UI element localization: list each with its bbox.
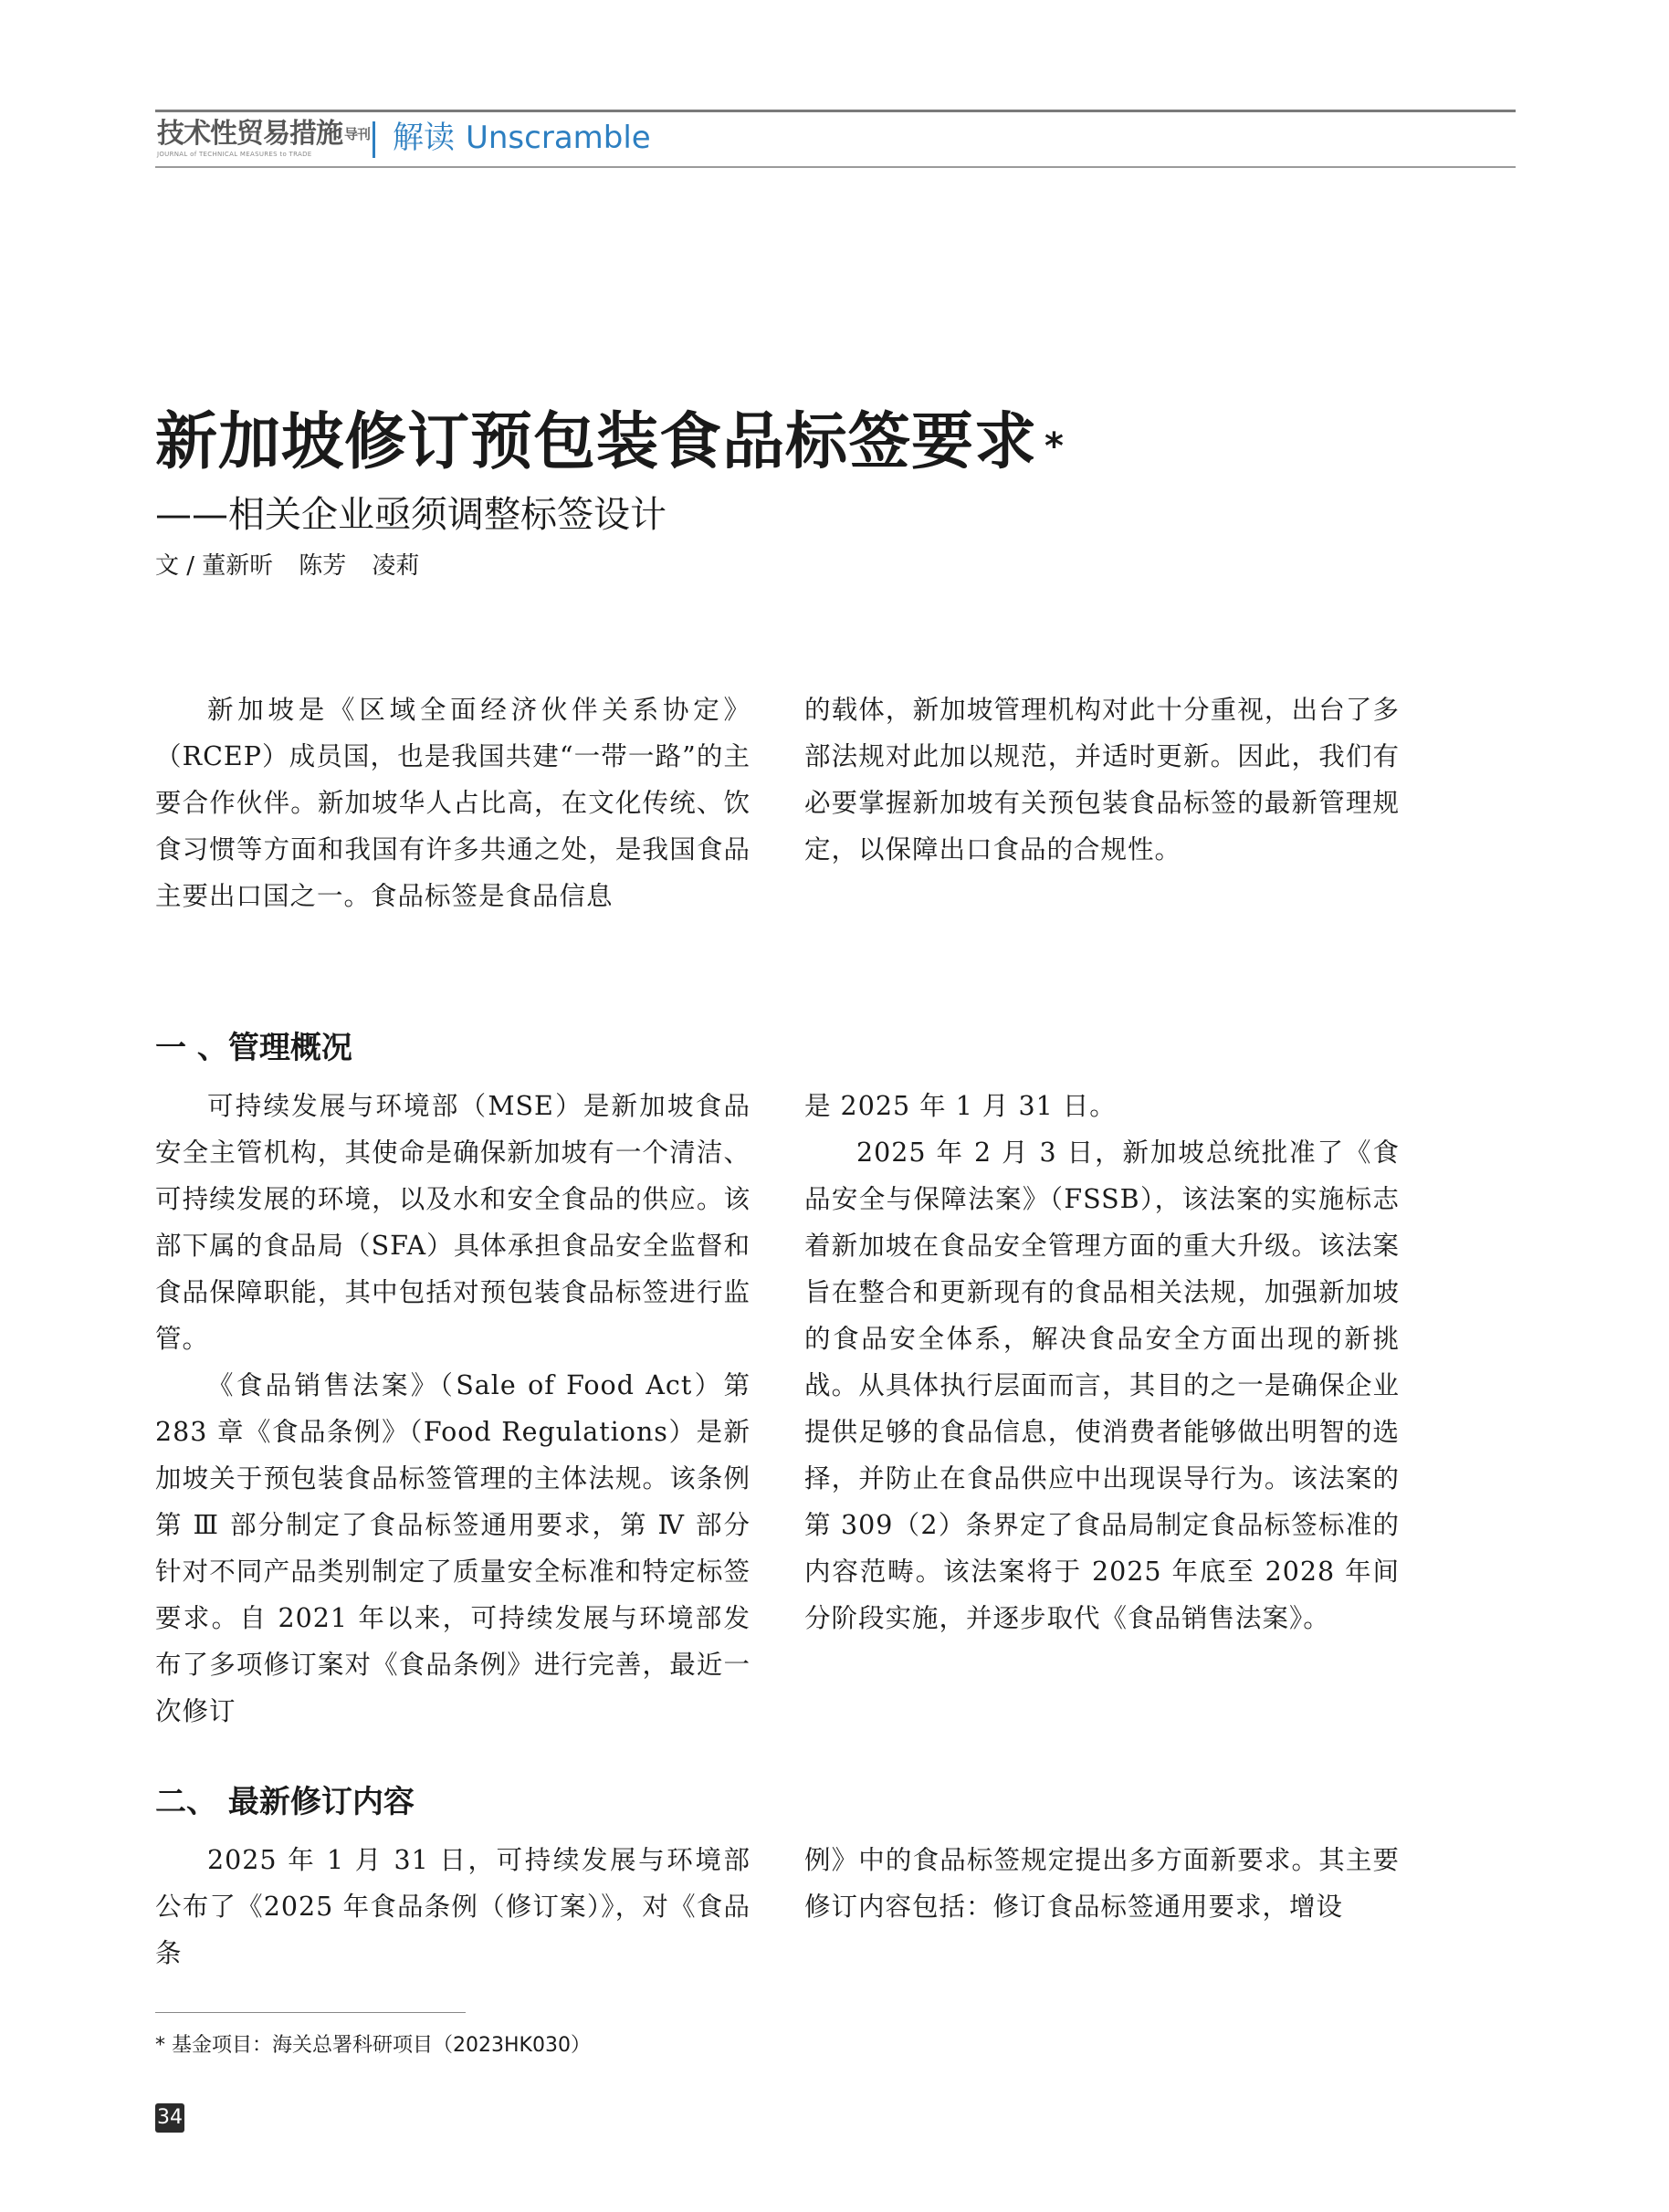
intro-left-column bbox=[155, 687, 751, 919]
section-1-paragraph: 2025 年 2 月 3 日，新加坡总统批准了《食品安全与保障法案》（FSSB），该法案的实施标志着新加坡在食品安全管理方面的重大升级。该法案旨在整合和更新现有的食品相关法规，加强新加坡的食品安全体系，解决食品安全方面出现的新挑战。从具体执行层面而言，其目的之一是确保企业提供足够的食品信息，使消费者能够做出明智的选择，并防止在食品供应中出现误导行为。该法案的第 309（2）条界定了食品局制定食品标签标准的内容范畴。该法案将于 2025 年底至 2028 年间分阶段实施，并逐步取代《食品销售法案》。 bbox=[804, 1137, 1400, 1633]
intro-paragraph-left: 新加坡是《区域全面经济伙伴关系协定》（RCEP）成员国，也是我国共建“一带一路”的主要合作伙伴。新加坡华人占比高，在文化传统、饮食习惯等方面和我国有许多共通之处，是我国食品主要出口国之一。食品标签是食品信息 bbox=[155, 695, 751, 911]
article-title bbox=[155, 402, 1065, 484]
article-subtitle: ——相关企业亟须调整标签设计 bbox=[155, 494, 667, 536]
section-2-heading: 二、 最新修订内容 bbox=[155, 1784, 415, 1820]
section-2-paragraph: 例》中的食品标签规定提出多方面新要求。其主要修订内容包括：修订食品标签通用要求，增设 bbox=[804, 1845, 1400, 1922]
author-1: 文 / 董新昕 bbox=[155, 552, 274, 580]
header-divider bbox=[373, 121, 375, 158]
article-authors bbox=[155, 548, 445, 584]
article-title-text: 新加坡修订预包装食品标签要求 bbox=[155, 406, 1038, 478]
page-number: 34 bbox=[155, 2103, 184, 2133]
section-1-paragraph: 可持续发展与环境部（MSE）是新加坡食品安全主管机构，其使命是确保新加坡有一个清洁、可持续发展的环境，以及水和安全食品的供应。该部下属的食品局（SFA）具体承担食品安全监督和食品保障职能，其中包括对预包装食品标签进行监管。 bbox=[155, 1091, 751, 1354]
section-2-left-column bbox=[155, 1837, 751, 1976]
intro-paragraph-right: 的载体，新加坡管理机构对此十分重视，出台了多部法规对此加以规范，并适时更新。因此，我们有必要掌握新加坡有关预包装食品标签的最新管理规定，以保障出口食品的合规性。 bbox=[804, 695, 1400, 865]
section-1-left-column bbox=[155, 1083, 751, 1735]
section-1-paragraph: 是 2025 年 1 月 31 日。 bbox=[804, 1091, 1117, 1121]
section-2-paragraph: 2025 年 1 月 31 日，可持续发展与环境部公布了《2025 年食品条例（修订案）》，对《食品条 bbox=[155, 1845, 751, 1968]
title-footnote-mark: * bbox=[1044, 425, 1065, 467]
section-2-right-column bbox=[804, 1837, 1400, 1930]
author-3: 凌莉 bbox=[372, 552, 420, 580]
journal-tag: 导刊 bbox=[344, 126, 371, 142]
footnote: * 基金项目：海关总署科研项目（2023HK030） bbox=[155, 2034, 591, 2057]
section-label-cn: 解读 bbox=[393, 120, 455, 156]
section-1-paragraph: 《食品销售法案》（Sale of Food Act）第 283 章《食品条例》（Food Regulations）是新加坡关于预包装食品标签管理的主体法规。该条例第 Ⅲ 部分制定了食品标签通用要求，第 Ⅳ 部分针对不同产品类别制定了质量安全标准和特定标签要求。自 2021 年以来，可持续发展与环境部发布了多项修订案对《食品条例》进行完善，最近一次修订 bbox=[155, 1370, 751, 1726]
journal-subtitle: JOURNAL of TECHNICAL MEASURES to TRADE bbox=[157, 151, 312, 158]
section-1-right-column bbox=[804, 1083, 1400, 1641]
journal-header bbox=[155, 110, 1516, 168]
journal-logo bbox=[157, 120, 370, 149]
section-label-en: Unscramble bbox=[466, 120, 651, 156]
author-2: 陈芳 bbox=[299, 552, 347, 580]
intro-right-column bbox=[804, 687, 1400, 873]
footnote-rule bbox=[155, 2012, 466, 2013]
section-label bbox=[393, 120, 651, 156]
journal-name: 技术性贸易措施 bbox=[157, 118, 342, 150]
section-1-heading: 一 、管理概况 bbox=[155, 1030, 352, 1066]
